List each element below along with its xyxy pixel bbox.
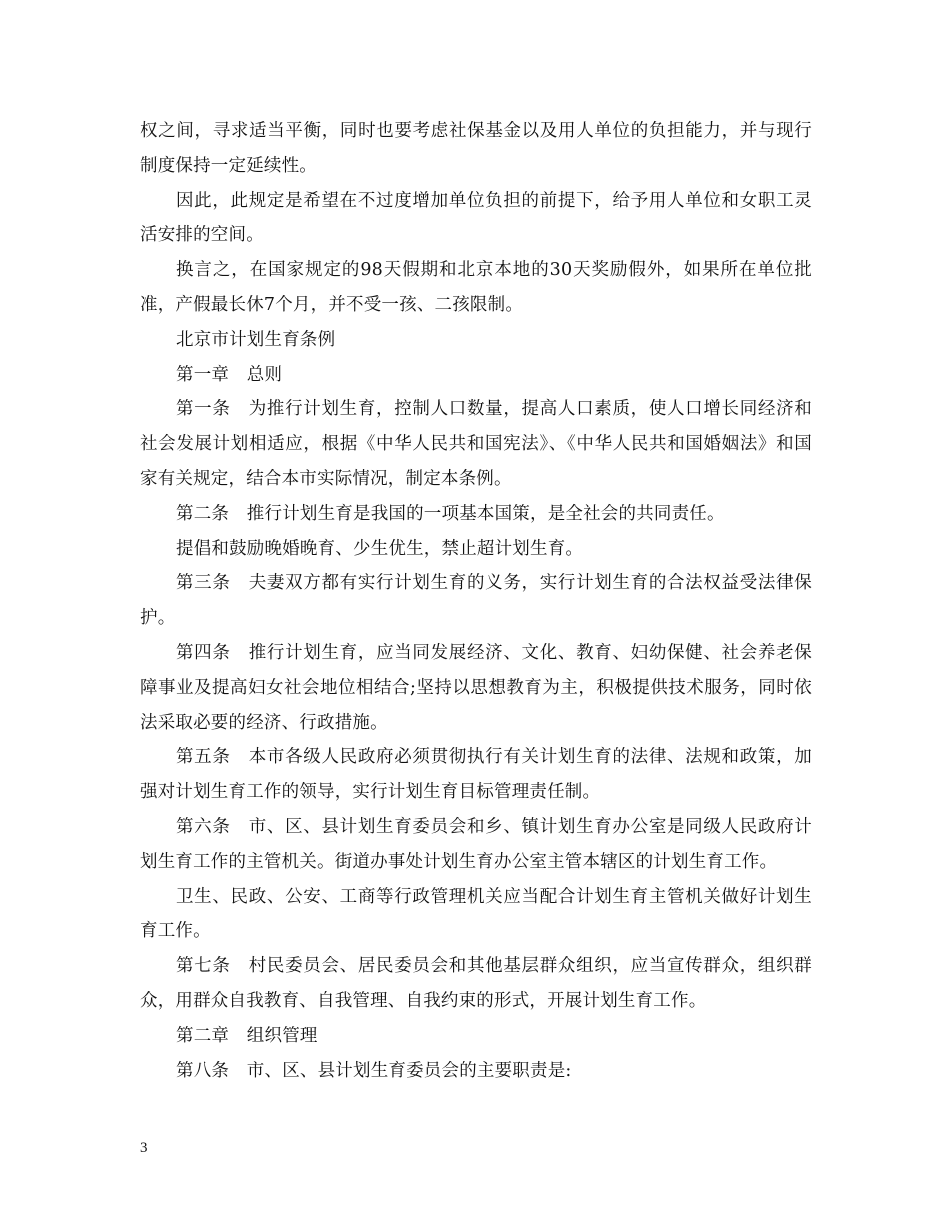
article-paragraph: 第一条 为推行计划生育，控制人口数量，提高人口素质，使人口增长同经济和社会发展计划相适应，根据《中华人民共和国宪法》、《中华人民共和国婚姻法》和国家有关规定，结合本市实际情况，制定本条例。 <box>140 399 812 489</box>
article-paragraph: 第四条 推行计划生育，应当同发展经济、文化、教育、妇幼保健、社会养老保障事业及提高妇女社会地位相结合;坚持以思想教育为主，积极提供技术服务，同时依法采取必要的经济、行政措施。 <box>140 642 812 733</box>
article-paragraph: 第三条 夫妻双方都有实行计划生育的义务，实行计划生育的合法权益受法律保护。 <box>140 573 812 629</box>
article-paragraph: 第七条 村民委员会、居民委员会和其他基层群众组织，应当宣传群众，组织群众，用群众自我教育、自我管理、自我约束的形式，开展计划生育工作。 <box>140 956 812 1011</box>
article-paragraph: 第八条 市、区、县计划生育委员会的主要职责是: <box>176 1060 572 1081</box>
paragraph: 提倡和鼓励晚婚晚育、少生优生，禁止超计划生育。 <box>176 538 584 559</box>
regulation-title: 北京市计划生育条例 <box>176 329 336 350</box>
paragraph: 换言之，在国家规定的98天假期和北京本地的30天奖励假外，如果所在单位批准，产假最长休7个月，并不受一孩、二孩限制。 <box>140 260 812 315</box>
page-number: 3 <box>140 1140 148 1156</box>
paragraph: 权之间，寻求适当平衡，同时也要考虑社保基金以及用人单位的负担能力，并与现行制度保持一定延续性。 <box>140 121 812 176</box>
body-text <box>140 114 812 1088</box>
paragraph: 因此，此规定是希望在不过度增加单位负担的前提下，给予用人单位和女职工灵活安排的空间。 <box>140 190 812 246</box>
article-paragraph: 第二条 推行计划生育是我国的一项基本国策，是全社会的共同责任。 <box>176 503 725 524</box>
chapter-heading: 第二章 组织管理 <box>176 1025 318 1046</box>
article-paragraph: 第六条 市、区、县计划生育委员会和乡、镇计划生育办公室是同级人民政府计划生育工作的主管机关。街道办事处计划生育办公室主管本辖区的计划生育工作。 <box>140 816 812 872</box>
chapter-heading: 第一章 总则 <box>176 364 283 385</box>
paragraph: 卫生、民政、公安、工商等行政管理机关应当配合计划生育主管机关做好计划生育工作。 <box>140 886 812 942</box>
article-paragraph: 第五条 本市各级人民政府必须贯彻执行有关计划生育的法律、法规和政策，加强对计划生育工作的领导，实行计划生育目标管理责任制。 <box>140 747 812 803</box>
